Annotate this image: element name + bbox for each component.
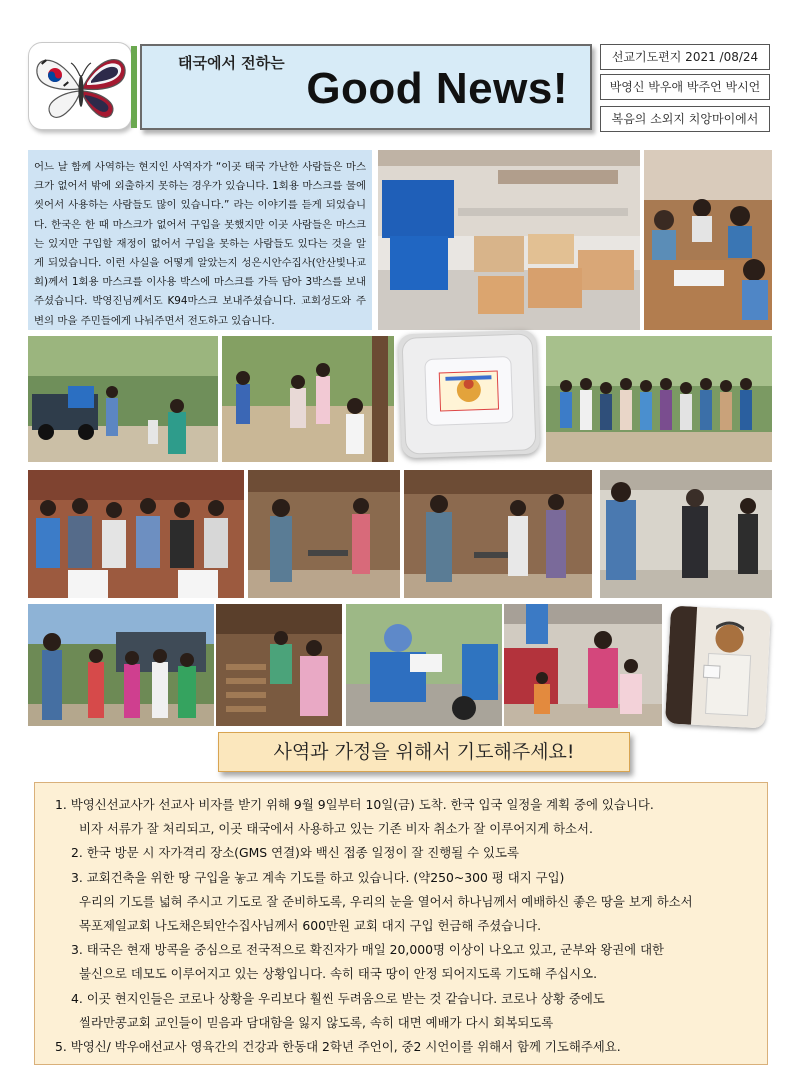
prayer-item-4: 4. 이곳 현지인들은 코로나 상황을 우리보다 훨씬 두려움으로 받는 것 같습니다. 코로나 상황 중에도: [71, 990, 605, 1006]
photo-house-visit: [600, 470, 772, 598]
photo-motorbike-delivery: [346, 604, 502, 726]
info-family: 박영신 박우애 박주언 박시언: [600, 74, 770, 100]
prayer-item-3b-cont: 불신으로 데모도 이루어지고 있는 상황입니다. 속히 태국 땅이 안정 되어지도록 기도해 주십시오.: [79, 966, 598, 982]
prayer-item-3-cont-1: 우리의 기도를 넓혀 주시고 기도로 잘 준비하도록, 우리의 눈을 열어서 하나님께서 예배하신 좋은 땅을 보게 하소서: [79, 893, 693, 909]
newsletter-title: Good News!: [306, 64, 568, 113]
prayer-heading: 사역과 가정을 위해서 기도해주세요!: [218, 732, 630, 772]
photo-mask-boxes: [378, 150, 640, 330]
prayer-item-1-cont: 비자 서류가 잘 처리되고, 이곳 태국에서 사용하고 있는 기존 비자 취소가 잘 이루어지게 하소서.: [79, 821, 593, 837]
title-banner: [140, 44, 592, 130]
info-location: 복음의 소외지 치앙마이에서: [600, 106, 770, 132]
photo-distribution-porch: [248, 470, 400, 598]
photo-stairs-house: [216, 604, 342, 726]
photo-elder-man: [665, 605, 771, 728]
photo-church-members: [28, 470, 244, 598]
photo-giving-masks: [404, 470, 592, 598]
prayer-item-3-cont-2: 목포제일교회 나도채은퇴안수집사님께서 600만원 교회 대지 구입 헌금해 주셨습니다.: [79, 918, 542, 934]
photo-mother-children: [504, 604, 662, 726]
prayer-list: [34, 782, 768, 1065]
photo-village-group: [546, 336, 772, 462]
info-date: 선교기도편지 2021 /08/24: [600, 44, 770, 70]
prayer-item-3: 3. 교회건축을 위한 땅 구입을 놓고 계속 기도를 하고 있습니다. (약250~300 평 대지 구입): [71, 869, 565, 885]
logo-accent-bar: [131, 46, 137, 128]
photo-truck-delivery: [28, 336, 218, 462]
prayer-item-1: 1. 박영신선교사가 선교사 비자를 받기 위해 9월 9일부터 10일(금) 도착. 한국 입국 일정을 계획 중에 있습니다.: [55, 797, 654, 812]
logo: [28, 42, 132, 130]
prayer-item-3b: 3. 태국은 현재 방콕을 중심으로 전국적으로 확진자가 매일 20,000명 이상이 나오고 있고, 군부와 왕권에 대한: [71, 942, 665, 958]
intro-text: 어느 날 함께 사역하는 현지인 사역자가 “이곳 태국 가난한 사람들은 마스크가 없어서 밖에 외출하지 못하는 경우가 있습니다. 1회용 마스크를 물에 씻어서 사용하는 사람들도 많이 있습니다.” 라는 이야기를 듣게 되었습니다. 한국은 한 때 마스크가 없어서 구입을 못했지만 이곳 사람들은 마스크는 있지만 구입할 재정이 없어서 구입을 못하는 사람들도 있다는 것을 알게 되었습니다. 이런 사실을 어떻게 알았는지 성은시안수집사(안산빛나교회)께서 1회용 마스크를 이사용 박스에 마스크를 가득 담아 3박스를 보내주셨습니다. 박영진님께서도 K94마스크 보내주셨습니다. 교회성도와 주변의 마을 주민들에게 나눠주면서 전도하고 있습니다.: [28, 150, 372, 330]
photo-packing-masks: [644, 150, 772, 330]
photo-mask-package: [398, 330, 540, 459]
prayer-item-4-cont: 씰라만콩교회 교인들이 믿음과 담대함을 잃지 않도록, 속히 대면 예배가 다시 회복되도록: [79, 1014, 554, 1030]
butterfly-flags-icon: [29, 43, 132, 130]
photo-kids-with-masks: [28, 604, 214, 726]
prayer-item-5: 5. 박영신/ 박우애선교사 영육간의 건강과 한동대 2학년 주언이, 중2 시언이를 위해서 함께 기도해주세요.: [55, 1039, 621, 1055]
newsletter-subtitle: 태국에서 전하는: [178, 54, 285, 72]
photo-children-masks: [222, 336, 394, 462]
prayer-item-2: 2. 한국 방문 시 자가격리 장소(GMS 연결)와 백신 접종 일정이 잘 진행될 수 있도록: [71, 845, 519, 861]
